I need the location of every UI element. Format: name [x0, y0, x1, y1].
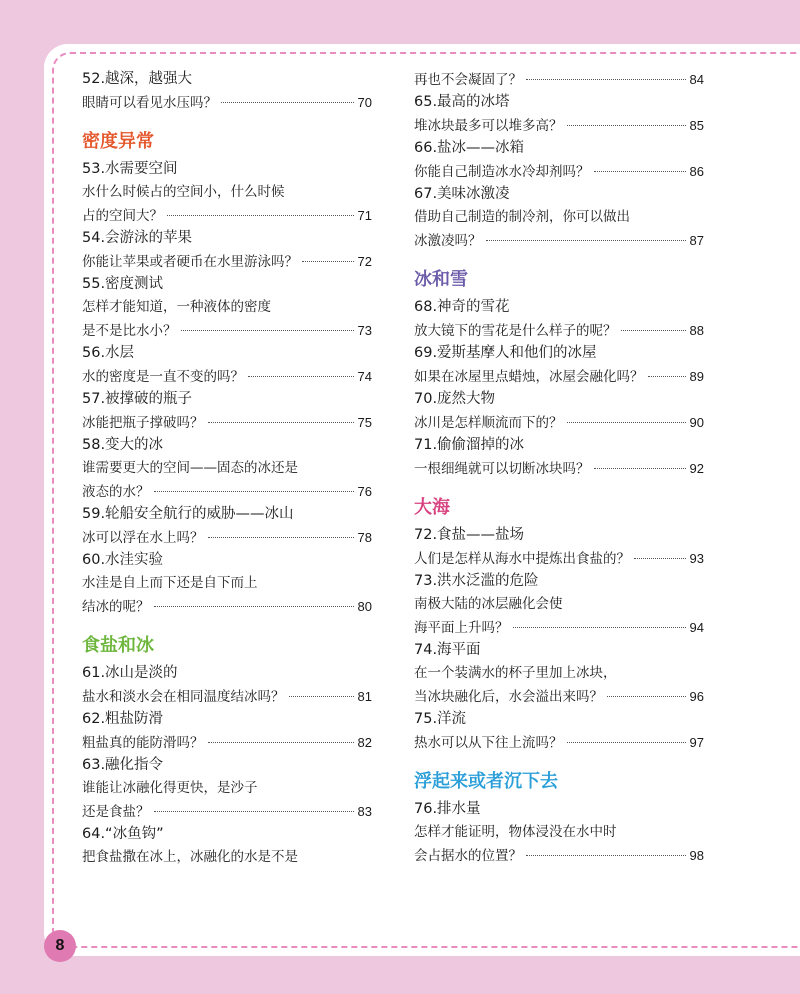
entry-page-number: 78 [357, 530, 372, 545]
entry-question-line [82, 250, 372, 273]
entry-page-number: 82 [357, 735, 372, 750]
toc-left-column [82, 68, 372, 869]
entry-title: 53.水需要空间 [82, 161, 178, 177]
toc-entry[interactable] [414, 137, 704, 183]
toc-right-column [414, 68, 704, 867]
entry-question-text: 放大镜下的雪花是什么样子的呢？ [414, 323, 617, 339]
entry-page-number: 86 [689, 164, 704, 179]
toc-entry[interactable] [82, 823, 372, 869]
entry-title: 68.神奇的雪花 [414, 299, 510, 315]
toc-entry[interactable] [82, 68, 372, 114]
entry-page-number: 83 [357, 804, 372, 819]
entry-title: 59.轮船安全航行的威胁——冰山 [82, 506, 294, 522]
toc-section [82, 68, 372, 114]
entry-question-text: 热水可以从下往上流吗？ [414, 735, 563, 751]
entry-title: 52.越深，越强大 [82, 71, 193, 87]
entry-question-text: 你能让苹果或者硬币在水里游泳吗？ [82, 254, 298, 270]
entry-question-line [82, 777, 372, 800]
entry-question-line [414, 411, 704, 434]
dot-leader [248, 376, 354, 377]
entry-question-line [414, 114, 704, 137]
entry-page-number: 73 [357, 323, 372, 338]
toc-entry[interactable] [414, 342, 704, 388]
entry-title: 72.食盐——盐场 [414, 527, 525, 543]
toc-entry[interactable] [82, 342, 372, 388]
entry-question-line [82, 480, 372, 503]
dot-leader [167, 215, 354, 216]
entry-title: 75.洋流 [414, 711, 467, 727]
entry-page-number: 70 [357, 95, 372, 110]
entry-question-line [414, 685, 704, 708]
entry-question-text: 水的密度是一直不变的吗？ [82, 369, 244, 385]
entry-question-text: 冰川是怎样顺流而下的？ [414, 415, 563, 431]
entry-title: 62.粗盐防滑 [82, 711, 164, 727]
toc-entry[interactable] [82, 503, 372, 549]
entry-question-text: 水洼是自上而下还是自下而上 [82, 575, 258, 591]
entry-page-number: 97 [689, 735, 704, 750]
entry-title: 71.偷偷溜掉的冰 [414, 437, 525, 453]
page-number-badge: 8 [44, 930, 76, 962]
entry-question-text: 粗盐真的能防滑吗？ [82, 735, 204, 751]
entry-question-line [82, 411, 372, 434]
toc-section [414, 770, 704, 867]
toc-entry[interactable] [414, 570, 704, 639]
entry-title: 69.爱斯基摩人和他们的冰屋 [414, 345, 597, 361]
dot-leader [567, 742, 686, 743]
entry-question-text: 南极大陆的冰层融化会使 [414, 596, 563, 612]
toc-entry[interactable] [82, 754, 372, 823]
entry-title: 74.海平面 [414, 642, 481, 658]
toc-entry[interactable] [414, 68, 704, 91]
toc-section [82, 130, 372, 618]
dot-leader [208, 742, 354, 743]
entry-page-number: 72 [357, 254, 372, 269]
entry-question-text: 海平面上升吗？ [414, 620, 509, 636]
entry-question-line [82, 572, 372, 595]
section-heading: 大海 [414, 497, 450, 518]
dot-leader [208, 422, 354, 423]
entry-page-number: 76 [357, 484, 372, 499]
entry-title: 65.最高的冰塔 [414, 94, 510, 110]
entry-question-line [414, 68, 704, 91]
section-heading: 冰和雪 [414, 269, 468, 290]
entry-title: 55.密度测试 [82, 276, 164, 292]
entry-question-text: 堆冰块最多可以堆多高？ [414, 118, 563, 134]
entry-question-line [414, 662, 704, 685]
toc-section [414, 268, 704, 480]
dot-leader [289, 696, 354, 697]
entry-question-line [414, 206, 704, 229]
entry-title: 54.会游泳的苹果 [82, 230, 193, 246]
entry-page-number: 84 [689, 72, 704, 87]
toc-entry[interactable] [82, 227, 372, 273]
dot-leader [154, 811, 354, 812]
entry-page-number: 71 [357, 208, 372, 223]
toc-entry[interactable] [82, 708, 372, 754]
entry-question-text: 怎样才能证明，物体浸没在水中时 [414, 824, 617, 840]
toc-entry[interactable] [82, 662, 372, 708]
dot-leader [621, 330, 686, 331]
toc-section [414, 496, 704, 754]
entry-question-line [82, 91, 372, 114]
entry-question-text: 谁需要更大的空间——固态的冰还是 [82, 460, 298, 476]
entry-question-line [414, 616, 704, 639]
entry-title: 73.洪水泛滥的危险 [414, 573, 539, 589]
toc-entry[interactable] [82, 388, 372, 434]
entry-page-number: 88 [689, 323, 704, 338]
entry-question-line [82, 365, 372, 388]
entry-question-text: 一根细绳就可以切断冰块吗？ [414, 461, 590, 477]
toc-entry[interactable] [414, 639, 704, 708]
entry-question-text: 盐水和淡水会在相同温度结冰吗？ [82, 689, 285, 705]
toc-section [414, 68, 704, 252]
entry-question-text: 水什么时候占的空间小，什么时候 [82, 184, 285, 200]
entry-page-number: 98 [689, 848, 704, 863]
dot-leader [567, 422, 686, 423]
dot-leader [526, 79, 686, 80]
dot-leader [208, 537, 354, 538]
entry-question-line [82, 526, 372, 549]
section-heading: 密度异常 [82, 131, 154, 152]
entry-title: 76.排水量 [414, 801, 481, 817]
entry-question-text: 占的空间大？ [82, 208, 163, 224]
entry-question-text: 借助自己制造的制冷剂，你可以做出 [414, 209, 630, 225]
entry-question-line [414, 821, 704, 844]
entry-title: 57.被撑破的瓶子 [82, 391, 193, 407]
entry-question-text: 会占据水的位置？ [414, 848, 522, 864]
toc-entry[interactable] [82, 434, 372, 503]
entry-title: 58.变大的冰 [82, 437, 164, 453]
toc-entry[interactable] [414, 798, 704, 867]
entry-question-line [82, 685, 372, 708]
entry-page-number: 94 [689, 620, 704, 635]
entry-question-text: 冰能把瓶子撑破吗？ [82, 415, 204, 431]
entry-question-line [82, 595, 372, 618]
entry-question-line [414, 731, 704, 754]
entry-question-line [82, 731, 372, 754]
entry-title: 64.“冰鱼钩” [82, 826, 164, 842]
entry-question-line [82, 457, 372, 480]
toc-entry[interactable] [414, 388, 704, 434]
entry-question-line [414, 319, 704, 342]
entry-question-text: 液态的水？ [82, 484, 150, 500]
entry-question-line [414, 457, 704, 480]
entry-title: 61.冰山是淡的 [82, 665, 178, 681]
entry-question-text: 眼睛可以看见水压吗？ [82, 95, 217, 111]
entry-question-line [82, 319, 372, 342]
dot-leader [513, 627, 686, 628]
entry-page-number: 90 [689, 415, 704, 430]
entry-page-number: 93 [689, 551, 704, 566]
dot-leader [634, 558, 686, 559]
dot-leader [302, 261, 354, 262]
entry-title: 66.盐冰——冰箱 [414, 140, 525, 156]
entry-question-line [82, 846, 372, 869]
toc-section [82, 634, 372, 869]
entry-question-text: 冰激凌吗？ [414, 233, 482, 249]
entry-question-line [414, 160, 704, 183]
dot-leader [567, 125, 686, 126]
entry-question-line [414, 593, 704, 616]
toc-entry[interactable] [414, 296, 704, 342]
entry-question-text: 是不是比水小？ [82, 323, 177, 339]
entry-question-text: 冰可以浮在水上吗？ [82, 530, 204, 546]
entry-question-text: 人们是怎样从海水中提炼出食盐的？ [414, 551, 630, 567]
dot-leader [154, 606, 354, 607]
entry-question-line [414, 229, 704, 252]
entry-question-text: 你能自己制造冰水冷却剂吗？ [414, 164, 590, 180]
dot-leader [221, 102, 354, 103]
entry-question-line [82, 800, 372, 823]
dot-leader [526, 855, 686, 856]
entry-question-text: 把食盐撒在冰上，冰融化的水是不是 [82, 849, 298, 865]
entry-title: 70.庞然大物 [414, 391, 496, 407]
entry-title: 56.水层 [82, 345, 135, 361]
toc-entry[interactable] [82, 273, 372, 342]
entry-page-number: 92 [689, 461, 704, 476]
dot-leader [181, 330, 354, 331]
toc-entry[interactable] [414, 708, 704, 754]
entry-question-line [414, 547, 704, 570]
entry-question-text: 当冰块融化后，水会溢出来吗？ [414, 689, 603, 705]
entry-page-number: 74 [357, 369, 372, 384]
entry-question-text: 还是食盐？ [82, 804, 150, 820]
dot-leader [594, 468, 686, 469]
entry-page-number: 87 [689, 233, 704, 248]
entry-page-number: 81 [357, 689, 372, 704]
toc-entry[interactable] [414, 91, 704, 137]
entry-question-text: 再也不会凝固了？ [414, 72, 522, 88]
dot-leader [648, 376, 686, 377]
entry-question-text: 在一个装满水的杯子里加上冰块， [414, 665, 617, 681]
toc-entry[interactable] [414, 434, 704, 480]
entry-question-line [414, 844, 704, 867]
entry-page-number: 96 [689, 689, 704, 704]
entry-page-number: 80 [357, 599, 372, 614]
toc-entry[interactable] [82, 158, 372, 227]
entry-question-text: 如果在冰屋里点蜡烛，冰屋会融化吗？ [414, 369, 644, 385]
entry-question-line [414, 365, 704, 388]
entry-question-line [82, 204, 372, 227]
entry-page-number: 85 [689, 118, 704, 133]
entry-question-line [82, 296, 372, 319]
dot-leader [594, 171, 686, 172]
section-heading: 食盐和冰 [82, 635, 154, 656]
dot-leader [607, 696, 686, 697]
dot-leader [486, 240, 686, 241]
toc-entry[interactable] [414, 524, 704, 570]
entry-page-number: 75 [357, 415, 372, 430]
toc-entry[interactable] [414, 183, 704, 252]
entry-title: 60.水洼实验 [82, 552, 164, 568]
dot-leader [154, 491, 354, 492]
entry-question-text: 结冰的呢？ [82, 599, 150, 615]
entry-title: 67.美味冰激凌 [414, 186, 510, 202]
entry-question-line [82, 181, 372, 204]
section-heading: 浮起来或者沉下去 [414, 771, 558, 792]
entry-question-text: 怎样才能知道，一种液体的密度 [82, 299, 271, 315]
entry-page-number: 89 [689, 369, 704, 384]
entry-title: 63.融化指令 [82, 757, 164, 773]
entry-question-text: 谁能让冰融化得更快，是沙子 [82, 780, 258, 796]
toc-entry[interactable] [82, 549, 372, 618]
